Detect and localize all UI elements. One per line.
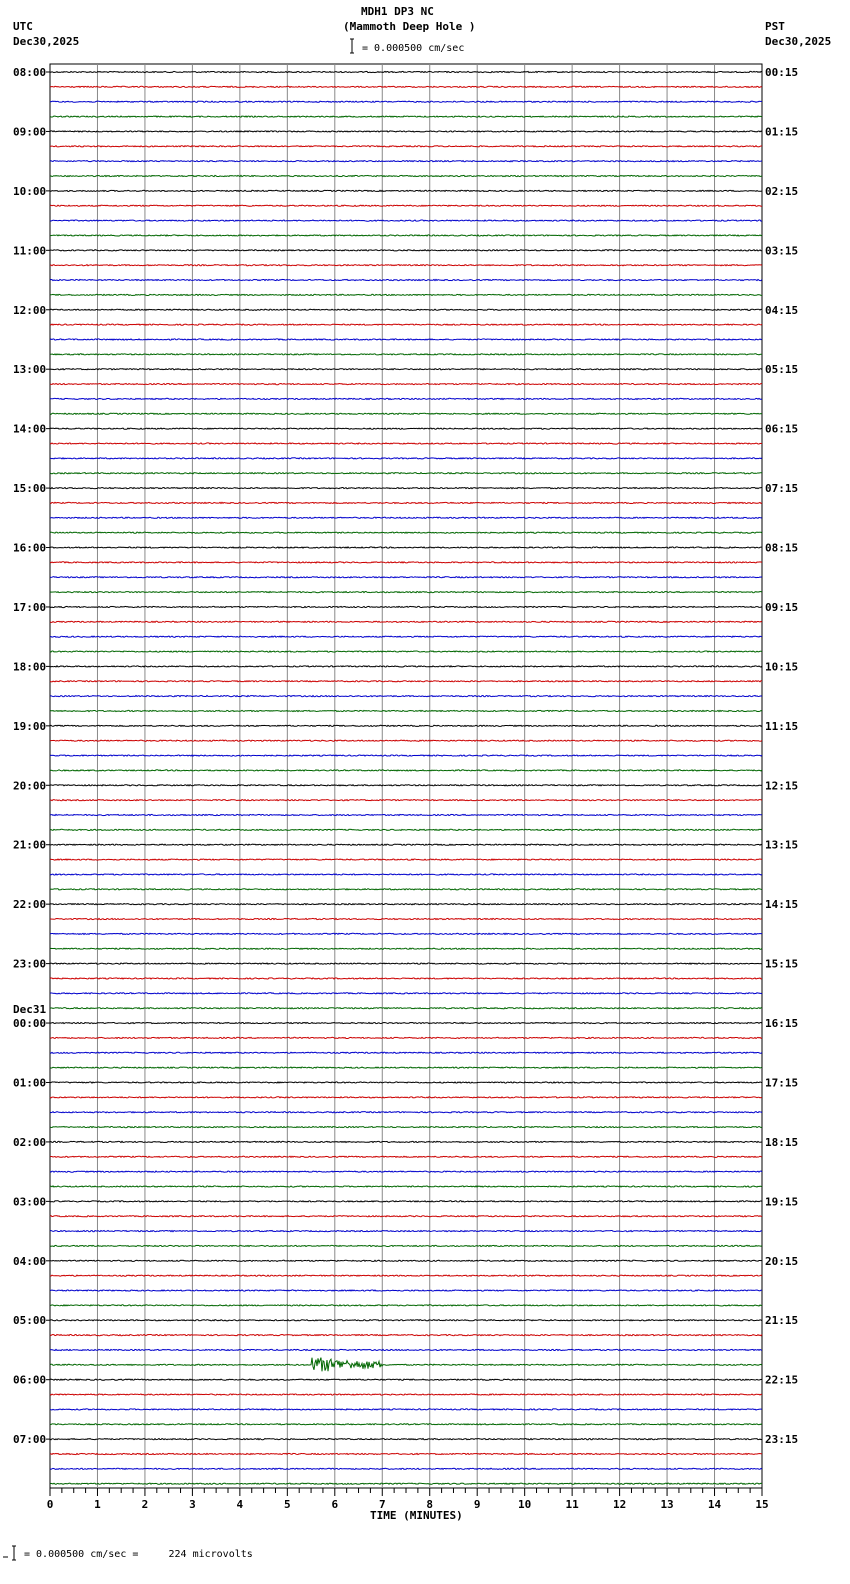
trace-row-61 [50, 978, 762, 979]
trace-row-86 [50, 1349, 762, 1350]
trace-row-70 [50, 1112, 762, 1113]
trace-row-17 [50, 324, 762, 325]
trace-row-44 [50, 725, 762, 726]
left-time-label: 14:00 [13, 422, 47, 436]
trace-row-18 [50, 339, 762, 340]
left-time-label: 11:00 [13, 244, 47, 258]
right-time-label: 11:15 [765, 719, 799, 733]
trace-row-20 [50, 369, 762, 370]
trace-row-1 [50, 86, 762, 87]
left-time-label: 16:00 [13, 541, 47, 555]
left-time-label: 19:00 [13, 719, 47, 733]
trace-row-60 [50, 963, 762, 964]
trace-row-68 [50, 1082, 762, 1083]
x-tick-label: 11 [565, 1498, 579, 1511]
x-tick-label: 0 [46, 1498, 54, 1511]
trace-row-75 [50, 1186, 762, 1187]
left-time-label: 18:00 [13, 660, 47, 674]
trace-row-72 [50, 1141, 762, 1142]
trace-row-53 [50, 859, 762, 860]
left-time-label: 07:00 [13, 1433, 47, 1447]
trace-row-78 [50, 1231, 762, 1232]
right-time-label: 18:15 [765, 1135, 799, 1149]
trace-row-14 [50, 279, 762, 280]
x-tick-label: 3 [189, 1498, 196, 1511]
trace-row-82 [50, 1290, 762, 1291]
trace-row-58 [50, 933, 762, 934]
trace-row-32 [50, 547, 762, 548]
trace-row-22 [50, 398, 762, 399]
right-time-label: 23:15 [765, 1433, 799, 1447]
trace-row-38 [50, 636, 762, 637]
right-time-label: 09:15 [765, 600, 799, 614]
footer-scale-label: = 0.000500 cm/sec = 224 microvolts [24, 1549, 253, 1560]
trace-row-31 [50, 532, 762, 533]
trace-row-33 [50, 562, 762, 563]
trace-row-15 [50, 294, 762, 295]
trace-row-56 [50, 904, 762, 905]
trace-row-45 [50, 740, 762, 741]
trace-row-40 [50, 666, 762, 667]
x-tick-label: 2 [141, 1498, 149, 1511]
right-time-label: 20:15 [765, 1254, 799, 1268]
trace-row-2 [50, 101, 762, 102]
trace-row-85 [50, 1335, 762, 1336]
trace-row-50 [50, 814, 762, 815]
left-time-label: 01:00 [13, 1076, 47, 1090]
trace-row-62 [50, 993, 762, 994]
right-time-label: 03:15 [765, 244, 799, 258]
trace-row-3 [50, 116, 762, 117]
left-date: Dec30,2025 [13, 35, 80, 48]
right-date: Dec30,2025 [765, 35, 832, 48]
right-time-label: 13:15 [765, 838, 799, 852]
left-time-label: 02:00 [13, 1135, 47, 1149]
right-time-label: 14:15 [765, 898, 799, 912]
trace-row-59 [50, 948, 762, 949]
trace-row-66 [50, 1052, 762, 1053]
left-time-label: 13:00 [13, 363, 47, 377]
trace-row-30 [50, 517, 762, 518]
left-time-label: 12:00 [13, 303, 47, 317]
trace-row-67 [50, 1067, 762, 1068]
trace-row-65 [50, 1037, 762, 1038]
right-time-label: 19:15 [765, 1195, 799, 1209]
trace-row-81 [50, 1275, 762, 1276]
right-time-label: 02:15 [765, 184, 799, 198]
x-tick-label: 15 [755, 1498, 769, 1511]
trace-row-73 [50, 1156, 762, 1157]
x-tick-label: 13 [660, 1498, 674, 1511]
trace-row-12 [50, 250, 762, 251]
trace-row-55 [50, 889, 762, 890]
x-tick-label: 8 [426, 1498, 434, 1511]
right-time-label: 05:15 [765, 363, 799, 377]
trace-row-27 [50, 473, 762, 474]
trace-row-7 [50, 175, 762, 176]
left-time-label: 09:00 [13, 125, 47, 139]
trace-row-92 [50, 1439, 762, 1440]
trace-row-69 [50, 1097, 762, 1098]
left-time-label: 20:00 [13, 779, 47, 793]
x-tick-label: 1 [94, 1498, 101, 1511]
right-time-label: 07:15 [765, 482, 799, 496]
x-tick-label: 14 [707, 1498, 722, 1511]
trace-row-52 [50, 844, 762, 845]
trace-row-8 [50, 190, 762, 191]
trace-row-79 [50, 1245, 762, 1246]
trace-row-89 [50, 1394, 762, 1395]
trace-row-13 [50, 265, 762, 266]
trace-row-37 [50, 621, 762, 622]
trace-row-77 [50, 1216, 762, 1217]
right-time-label: 12:15 [765, 779, 799, 793]
trace-row-11 [50, 235, 762, 236]
right-timezone: PST [765, 20, 785, 33]
trace-row-47 [50, 770, 762, 771]
left-time-label: 06:00 [13, 1373, 47, 1387]
scale-label: = 0.000500 cm/sec [362, 43, 465, 54]
right-time-label: 21:15 [765, 1314, 799, 1328]
trace-row-25 [50, 443, 762, 444]
trace-row-76 [50, 1201, 762, 1202]
x-axis-title: TIME (MINUTES) [370, 1509, 463, 1522]
right-time-label: 17:15 [765, 1076, 799, 1090]
left-time-label: 08:00 [13, 66, 47, 79]
trace-row-43 [50, 710, 762, 711]
trace-row-35 [50, 592, 762, 593]
trace-row-64 [50, 1022, 762, 1023]
left-time-label: 21:00 [13, 838, 47, 852]
trace-row-19 [50, 354, 762, 355]
x-tick-label: 7 [378, 1498, 386, 1511]
trace-row-90 [50, 1409, 762, 1410]
left-time-label: 05:00 [13, 1314, 47, 1328]
right-time-label: 04:15 [765, 303, 799, 317]
right-time-label: 16:15 [765, 1017, 799, 1031]
x-tick-label: 5 [284, 1498, 291, 1511]
trace-row-26 [50, 458, 762, 459]
x-tick-label: 10 [518, 1498, 532, 1511]
left-time-label: 03:00 [13, 1195, 47, 1209]
trace-row-83 [50, 1305, 762, 1306]
trace-row-39 [50, 651, 762, 652]
station-title: MDH1 DP3 NC [361, 5, 434, 18]
right-time-label: 10:15 [765, 660, 799, 674]
trace-row-51 [50, 829, 762, 830]
trace-row-74 [50, 1171, 762, 1172]
trace-row-36 [50, 606, 762, 607]
x-tick-label: 6 [331, 1498, 339, 1511]
trace-row-34 [50, 577, 762, 578]
trace-row-80 [50, 1260, 762, 1261]
trace-row-88 [50, 1379, 762, 1380]
left-time-label: 17:00 [13, 600, 47, 614]
right-time-label: 15:15 [765, 957, 799, 971]
trace-row-4 [50, 131, 762, 132]
station-location: (Mammoth Deep Hole ) [343, 20, 476, 33]
right-time-label: 06:15 [765, 422, 799, 436]
trace-row-57 [50, 918, 762, 919]
left-time-label: 23:00 [13, 957, 47, 971]
trace-row-46 [50, 755, 762, 756]
trace-row-91 [50, 1424, 762, 1425]
trace-row-49 [50, 800, 762, 801]
right-time-label: 00:15 [765, 66, 799, 79]
trace-row-28 [50, 488, 762, 489]
trace-row-94 [50, 1468, 762, 1469]
trace-row-71 [50, 1127, 762, 1128]
trace-row-21 [50, 384, 762, 385]
trace-row-95 [50, 1483, 762, 1484]
trace-row-42 [50, 696, 762, 697]
trace-row-29 [50, 502, 762, 503]
left-timezone: UTC [13, 20, 33, 33]
right-time-label: 01:15 [765, 125, 799, 139]
trace-row-6 [50, 161, 762, 162]
trace-row-9 [50, 205, 762, 206]
right-time-label: 22:15 [765, 1373, 799, 1387]
right-time-label: 08:15 [765, 541, 799, 555]
left-date-label: Dec31 [13, 1003, 47, 1017]
trace-row-16 [50, 309, 762, 310]
plot-frame [50, 64, 762, 1488]
left-time-label: 04:00 [13, 1254, 47, 1268]
trace-row-10 [50, 220, 762, 221]
trace-row-24 [50, 428, 762, 429]
left-time-label: 22:00 [13, 898, 47, 912]
trace-row-54 [50, 874, 762, 875]
x-tick-label: 4 [236, 1498, 244, 1511]
trace-row-93 [50, 1453, 762, 1454]
trace-row-0 [50, 71, 762, 72]
x-tick-label: 9 [473, 1498, 481, 1511]
left-time-label: 00:00 [13, 1017, 47, 1031]
trace-row-63 [50, 1008, 762, 1009]
trace-row-23 [50, 413, 762, 414]
trace-row-87 [50, 1358, 762, 1372]
trace-row-48 [50, 785, 762, 786]
left-time-label: 10:00 [13, 184, 47, 198]
trace-row-41 [50, 681, 762, 682]
left-time-label: 15:00 [13, 482, 47, 496]
x-tick-label: 12 [612, 1498, 627, 1511]
trace-row-5 [50, 146, 762, 147]
trace-row-84 [50, 1320, 762, 1321]
